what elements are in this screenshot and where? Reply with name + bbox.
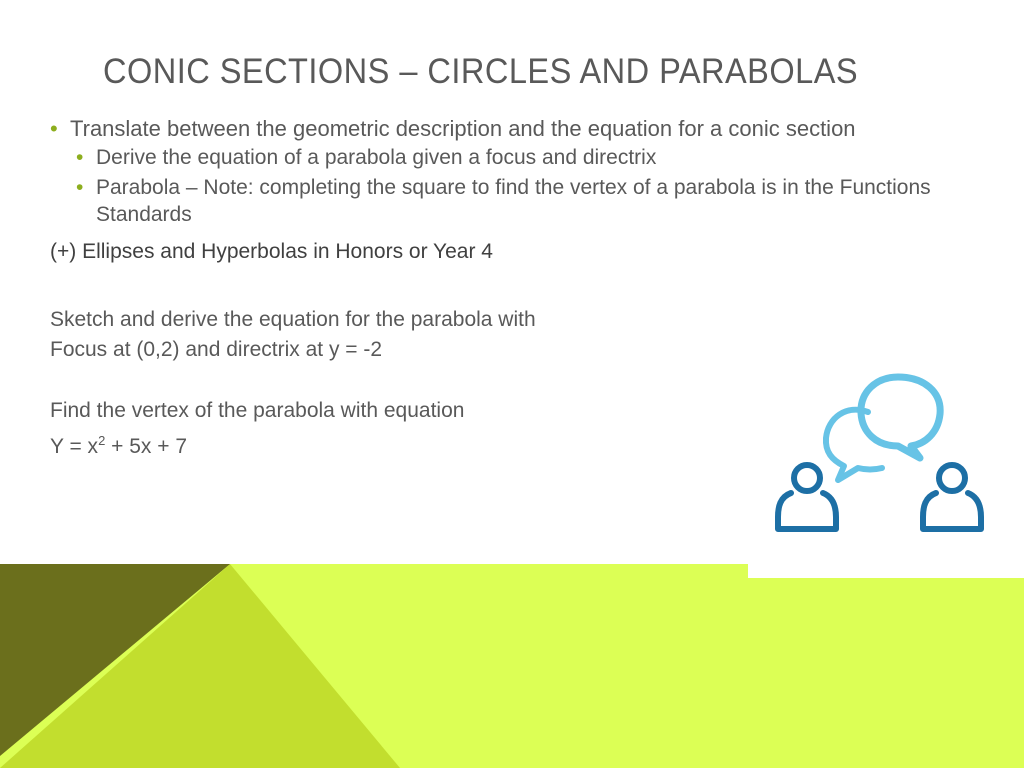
bullet-marker: • <box>76 176 84 199</box>
question-sketch-parabola <box>50 305 536 365</box>
equation-exponent: 2 <box>98 433 106 448</box>
bullet-text: Translate between the geometric description and the equation for a conic section <box>70 116 856 141</box>
sub-bullet-item <box>76 144 976 171</box>
sub-bullet-text: Parabola – Note: completing the square to find the vertex of a parabola is in the Functions Standards <box>96 176 931 226</box>
person-left-icon <box>778 465 836 529</box>
question-line: Sketch and derive the equation for the parabola with <box>50 308 536 331</box>
bullet-marker: • <box>50 116 58 141</box>
question-line: Focus at (0,2) and directrix at y = -2 <box>50 338 383 361</box>
equation-suffix: + 5x + 7 <box>105 435 188 458</box>
sub-bullet-text: Derive the equation of a parabola given a focus and directrix <box>96 146 657 169</box>
speech-bubble-front <box>861 377 940 458</box>
decorative-footer-shapes <box>0 564 1024 768</box>
picture-frame <box>748 360 1024 578</box>
equation-prefix: Y = x <box>50 435 99 458</box>
speech-bubble-back <box>826 410 882 480</box>
question-line: Find the vertex of the parabola with equation <box>50 399 465 422</box>
equation <box>50 426 464 462</box>
discussion-people-icon <box>748 360 1024 578</box>
person-right-icon <box>923 465 981 529</box>
slide-title: CONIC SECTIONS – CIRCLES AND PARABOLAS <box>103 52 859 91</box>
sub-bullet-item <box>76 174 976 228</box>
bullet-marker: • <box>76 146 84 169</box>
bullet-list <box>50 114 1010 228</box>
question-find-vertex <box>50 396 464 462</box>
bullet-item <box>50 114 1010 144</box>
honors-note: (+) Ellipses and Hyperbolas in Honors or Year 4 <box>50 240 493 263</box>
